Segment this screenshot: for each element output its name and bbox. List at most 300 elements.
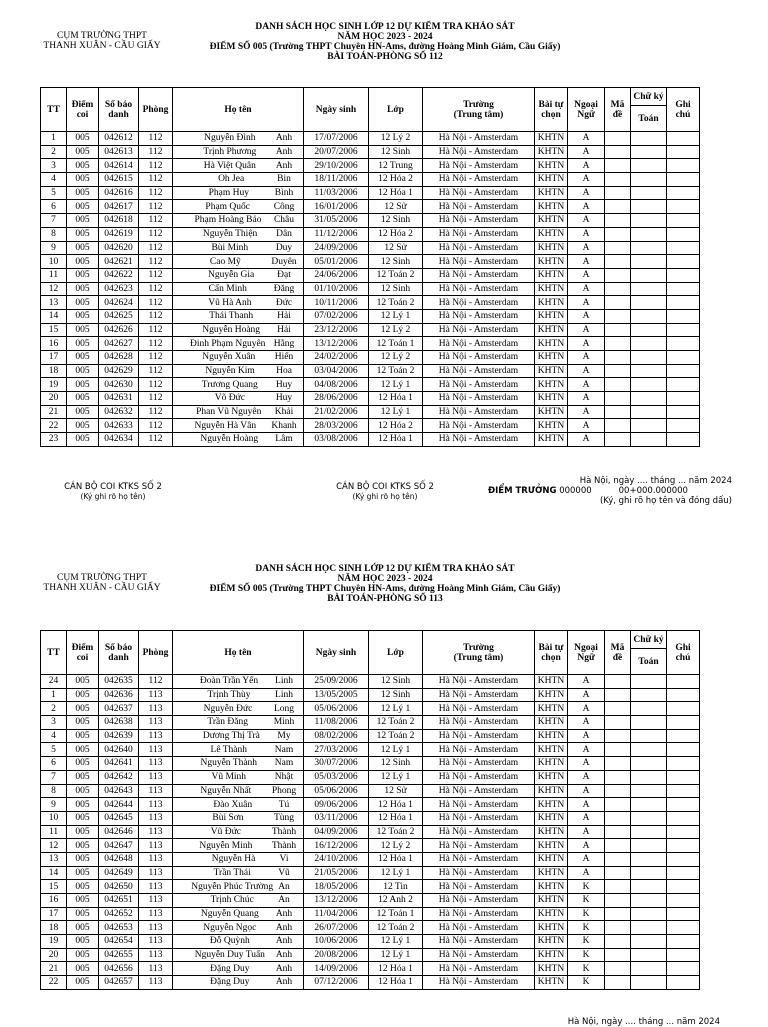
cell-lop: 12 Hóa 1 [369,852,423,866]
cell-phong: 112 [139,433,173,447]
cell-bai-tu-chon: KHTN [535,241,568,255]
cell-chu-ky-toan [631,948,667,962]
family-name: Nguyễn Hoàng [202,324,261,335]
family-name: Nguyễn Kim [205,366,255,377]
given-name: Nam [274,744,294,755]
given-name: Linh [275,690,293,701]
cell-tt: 12 [41,839,67,853]
cell-bai-tu-chon: KHTN [535,962,568,976]
cell-lop: 12 Hóa 1 [369,962,423,976]
cell-ngay-sinh: 11/03/2006 [304,186,369,200]
cell-tt: 7 [41,214,67,228]
cell-ma-de [605,798,631,812]
cell-tt: 9 [41,798,67,812]
invigilator-2-note: (Ký ghi rõ họ tên) [352,492,418,501]
cell-ma-de [605,757,631,771]
cell-phong: 113 [139,894,173,908]
table-row [41,811,700,825]
cell-tt: 23 [41,433,67,447]
cell-sbd: 042621 [99,255,139,269]
cell-bai-tu-chon: KHTN [535,675,568,689]
cell-diem-coi: 005 [67,364,99,378]
cell-tt: 1 [41,132,67,146]
cell-ngay-sinh: 07/02/2006 [304,309,369,323]
cell-bai-tu-chon: KHTN [535,419,568,433]
cell-ho-ten [173,743,304,757]
family-name: Nguyễn Đức [203,703,253,714]
given-name: Lâm [275,434,293,445]
cell-truong: Hà Nội - Amsterdam [423,173,535,187]
cell-bai-tu-chon: KHTN [535,935,568,949]
cell-chu-ky-toan [631,688,667,702]
cell-ho-ten [173,702,304,716]
cell-phong: 112 [139,392,173,406]
cell-tt: 16 [41,894,67,908]
cell-phong: 113 [139,976,173,990]
cell-ngay-sinh: 24/06/2006 [304,268,369,282]
col-header-ngay-sinh: Ngày sinh [304,88,369,132]
cell-diem-coi: 005 [67,798,99,812]
family-name: Võ Đức [214,393,245,404]
cell-phong: 112 [139,405,173,419]
cell-chu-ky-toan [631,880,667,894]
cell-ho-ten [173,770,304,784]
cell-ngay-sinh: 05/01/2006 [304,255,369,269]
cell-diem-coi: 005 [67,351,99,365]
cell-diem-coi: 005 [67,907,99,921]
cell-ngoai-ngu: K [568,907,605,921]
cell-lop: 12 Lý 2 [369,323,423,337]
cell-phong: 113 [139,948,173,962]
cell-lop: 12 Toán 1 [369,337,423,351]
cell-ghi-chu [667,716,700,730]
cell-bai-tu-chon: KHTN [535,351,568,365]
cell-diem-coi: 005 [67,866,99,880]
table-row [41,976,700,990]
table-row [41,757,700,771]
cell-ngoai-ngu: K [568,921,605,935]
cell-lop: 12 Sinh [369,255,423,269]
cell-diem-coi: 005 [67,200,99,214]
given-name: Hải [277,311,291,322]
family-name: Đoàn Trần Yến [199,676,259,687]
cell-lop: 12 Sinh [369,688,423,702]
cell-ngoai-ngu: A [568,214,605,228]
given-name: Đăng [273,283,295,294]
col-header-truong [423,631,535,675]
cell-ghi-chu [667,962,700,976]
cell-diem-coi: 005 [67,433,99,447]
given-name: Đạt [277,270,291,281]
cell-chu-ky-toan [631,757,667,771]
cell-lop: 12 Sinh [369,282,423,296]
cell-ngay-sinh: 24/10/2006 [304,852,369,866]
cell-truong: Hà Nội - Amsterdam [423,200,535,214]
cell-lop: 12 Anh 2 [369,894,423,908]
given-name: Minh [273,717,295,728]
cell-truong: Hà Nội - Amsterdam [423,214,535,228]
cell-phong: 112 [139,323,173,337]
cell-lop: 12 Lý 2 [369,132,423,146]
col-header-ngoai-ngu: Ngoại Ngữ [568,88,605,132]
cell-ghi-chu [667,948,700,962]
truong-sub-label: (Trung tâm) [453,652,504,663]
cell-diem-coi: 005 [67,852,99,866]
family-name: Trịnh Thùy [207,690,251,701]
cell-bai-tu-chon: KHTN [535,214,568,228]
cell-truong: Hà Nội - Amsterdam [423,282,535,296]
cell-lop: 12 Hóa 2 [369,173,423,187]
given-name: Anh [275,936,293,947]
given-name: Khanh [271,420,297,431]
col-header-bai-tu-chon: Bài tự chọn [535,88,568,132]
col-header-diem-coi: Điểm coi [67,631,99,675]
cell-phong: 112 [139,173,173,187]
given-name: Thành [271,840,297,851]
cell-bai-tu-chon: KHTN [535,702,568,716]
cell-phong: 112 [139,419,173,433]
cell-bai-tu-chon: KHTN [535,268,568,282]
cell-truong: Hà Nội - Amsterdam [423,364,535,378]
cell-tt: 11 [41,268,67,282]
cell-bai-tu-chon: KHTN [535,405,568,419]
table-row [41,716,700,730]
cell-ma-de [605,743,631,757]
student-table-2 [40,630,700,990]
cell-sbd: 042627 [99,337,139,351]
cell-bai-tu-chon: KHTN [535,337,568,351]
cell-tt: 10 [41,255,67,269]
cell-ngay-sinh: 17/07/2006 [304,132,369,146]
given-name: Huy [275,379,293,390]
truong-label: Trường [463,642,494,653]
cell-lop: 12 Toán 2 [369,716,423,730]
cell-ho-ten [173,935,304,949]
cell-tt: 22 [41,976,67,990]
col-header-ngoai-ngu: Ngoại Ngữ [568,631,605,675]
cell-lop: 12 Lý 2 [369,351,423,365]
cell-tt: 5 [41,743,67,757]
cell-lop: 12 Lý 1 [369,405,423,419]
cell-ghi-chu [667,880,700,894]
cell-ma-de [605,770,631,784]
cell-truong: Hà Nội - Amsterdam [423,729,535,743]
cell-truong: Hà Nội - Amsterdam [423,186,535,200]
cell-lop: 12 Hóa 2 [369,419,423,433]
cell-bai-tu-chon: KHTN [535,378,568,392]
cell-sbd: 042649 [99,866,139,880]
family-name: Nguyễn Quang [200,909,259,920]
cell-diem-coi: 005 [67,839,99,853]
cell-ngoai-ngu: A [568,757,605,771]
cell-diem-coi: 005 [67,716,99,730]
cell-ho-ten [173,976,304,990]
cell-ngay-sinh: 23/12/2006 [304,323,369,337]
cell-sbd: 042636 [99,688,139,702]
signing-date: Hà Nội, ngày .... tháng ... năm 2024 [579,476,732,486]
cell-chu-ky-toan [631,770,667,784]
given-name: Công [273,201,295,212]
given-name: Hiển [274,352,294,363]
cell-ma-de [605,811,631,825]
cell-ngoai-ngu: K [568,948,605,962]
cell-phong: 112 [139,337,173,351]
cell-truong: Hà Nội - Amsterdam [423,309,535,323]
cell-lop: 12 Hóa 2 [369,227,423,241]
cell-diem-coi: 005 [67,405,99,419]
family-name: Phạm Quốc [205,201,250,212]
cell-sbd: 042633 [99,419,139,433]
cell-bai-tu-chon: KHTN [535,145,568,159]
cell-chu-ky-toan [631,962,667,976]
table-row [41,962,700,976]
given-name: Anh [275,133,293,144]
cell-bai-tu-chon: KHTN [535,784,568,798]
cell-phong: 112 [139,214,173,228]
cell-truong: Hà Nội - Amsterdam [423,337,535,351]
cell-ngay-sinh: 05/03/2006 [304,770,369,784]
cell-ngoai-ngu: A [568,241,605,255]
col-header-ho-ten: Họ tên [173,88,304,132]
cell-ngoai-ngu: A [568,839,605,853]
family-name: Nguyễn Hà [211,854,256,865]
cell-ngay-sinh: 28/06/2006 [304,392,369,406]
cell-ngoai-ngu: A [568,770,605,784]
cell-bai-tu-chon: KHTN [535,392,568,406]
cell-tt: 11 [41,825,67,839]
family-name: Đinh Phạm Nguyên [189,338,266,349]
header-site: ĐIỂM SỐ 005 (Trường THPT Chuyên HN-Ams, đường Hoàng Minh Giám, Cầu Giấy) [209,584,561,594]
family-name: Trần Đăng [207,717,248,728]
cell-sbd: 042634 [99,433,139,447]
cell-ngoai-ngu: A [568,227,605,241]
cell-sbd: 042619 [99,227,139,241]
given-name: Linh [275,676,293,687]
cell-sbd: 042629 [99,364,139,378]
cell-truong: Hà Nội - Amsterdam [423,770,535,784]
cell-bai-tu-chon: KHTN [535,798,568,812]
cell-lop: 12 Toán 2 [369,296,423,310]
family-name: Nguyễn Minh [199,840,253,851]
cell-phong: 112 [139,351,173,365]
document-header-2 [190,564,580,604]
cell-chu-ky-toan [631,675,667,689]
cell-phong: 113 [139,811,173,825]
cell-ngoai-ngu: K [568,894,605,908]
cell-ngay-sinh: 28/03/2006 [304,419,369,433]
cell-lop: 12 Hóa 1 [369,798,423,812]
cell-ngoai-ngu: A [568,351,605,365]
given-name: My [277,731,291,742]
cell-sbd: 042641 [99,757,139,771]
cell-phong: 112 [139,241,173,255]
given-name: Hải [277,324,291,335]
cell-truong: Hà Nội - Amsterdam [423,702,535,716]
given-name: Thành [271,826,297,837]
col-header-bai-tu-chon: Bài tự chọn [535,631,568,675]
cell-ngoai-ngu: A [568,743,605,757]
header-year: NĂM HỌC 2023 - 2024 [337,574,433,584]
cell-bai-tu-chon: KHTN [535,200,568,214]
cell-ho-ten [173,948,304,962]
cell-lop: 12 Lý 1 [369,378,423,392]
cell-diem-coi: 005 [67,976,99,990]
cell-tt: 18 [41,364,67,378]
cell-phong: 112 [139,145,173,159]
cell-diem-coi: 005 [67,255,99,269]
cell-truong: Hà Nội - Amsterdam [423,811,535,825]
col-header-toan: Toán [631,649,667,675]
table-row [41,852,700,866]
org-line-1: CỤM TRƯỜNG THPT [57,573,147,583]
cell-ngay-sinh: 31/05/2006 [304,214,369,228]
cell-phong: 113 [139,729,173,743]
table-row [41,825,700,839]
cell-chu-ky-toan [631,811,667,825]
cell-bai-tu-chon: KHTN [535,173,568,187]
cell-lop: 12 Toán 2 [369,268,423,282]
cell-truong: Hà Nội - Amsterdam [423,743,535,757]
cell-ngay-sinh: 30/07/2006 [304,757,369,771]
site-head-note: (Ký, ghi rõ họ tên và đóng dấu) [599,496,732,506]
cell-tt: 20 [41,948,67,962]
cell-sbd: 042653 [99,921,139,935]
cell-ngay-sinh: 26/07/2006 [304,921,369,935]
cell-chu-ky-toan [631,743,667,757]
cell-ghi-chu [667,675,700,689]
cell-diem-coi: 005 [67,186,99,200]
cell-tt: 1 [41,688,67,702]
family-name: Trịnh Phương [203,147,257,158]
cell-ngoai-ngu: A [568,268,605,282]
col-header-lop: Lớp [369,631,423,675]
cell-ngay-sinh: 08/02/2006 [304,729,369,743]
cell-diem-coi: 005 [67,392,99,406]
given-name: Vi [279,854,289,865]
cell-chu-ky-toan [631,935,667,949]
cell-phong: 113 [139,784,173,798]
cell-diem-coi: 005 [67,282,99,296]
table-row [41,798,700,812]
cell-lop: 12 Sinh [369,214,423,228]
cell-tt: 7 [41,770,67,784]
cell-diem-coi: 005 [67,241,99,255]
cell-chu-ky-toan [631,894,667,908]
cell-bai-tu-chon: KHTN [535,159,568,173]
cell-tt: 5 [41,186,67,200]
cell-truong: Hà Nội - Amsterdam [423,907,535,921]
invigilator-1-title: CÁN BỘ COI KTKS SỐ 2 [64,482,162,492]
cell-ghi-chu [667,907,700,921]
cell-sbd: 042657 [99,976,139,990]
cell-lop: 12 Lý 1 [369,702,423,716]
cell-diem-coi: 005 [67,214,99,228]
col-header-ho-ten: Họ tên [173,631,304,675]
cell-sbd: 042628 [99,351,139,365]
cell-ngay-sinh: 13/12/2006 [304,894,369,908]
cell-lop: 12 Sinh [369,145,423,159]
cell-ngoai-ngu: A [568,186,605,200]
cell-truong: Hà Nội - Amsterdam [423,784,535,798]
table-row [41,675,700,689]
table-row [41,921,700,935]
cell-ngay-sinh: 03/11/2006 [304,811,369,825]
cell-ngoai-ngu: A [568,675,605,689]
cell-truong: Hà Nội - Amsterdam [423,757,535,771]
cell-ngoai-ngu: A [568,852,605,866]
given-name: Hoa [276,366,292,377]
cell-sbd: 042635 [99,675,139,689]
cell-ghi-chu [667,688,700,702]
col-header-ngay-sinh: Ngày sinh [304,631,369,675]
header-subtitle: BÀI TOÁN-PHÒNG SỐ 112 [327,52,443,62]
cell-bai-tu-chon: KHTN [535,433,568,447]
cell-ho-ten [173,716,304,730]
cell-truong: Hà Nội - Amsterdam [423,839,535,853]
cell-diem-coi: 005 [67,784,99,798]
cell-tt: 6 [41,757,67,771]
cell-lop: 12 Sử [369,200,423,214]
given-name: An [278,881,290,892]
cell-ma-de [605,784,631,798]
cell-truong: Hà Nội - Amsterdam [423,962,535,976]
cell-ghi-chu [667,976,700,990]
cell-ghi-chu [667,729,700,743]
col-header-sbd: Số báo danh [99,631,139,675]
cell-truong: Hà Nội - Amsterdam [423,688,535,702]
cell-lop: 12 Trung [369,159,423,173]
given-name: Huy [275,393,293,404]
col-header-phong: Phòng [139,631,173,675]
cell-ngoai-ngu: A [568,716,605,730]
cell-tt: 10 [41,811,67,825]
cell-sbd: 042638 [99,716,139,730]
col-header-lop: Lớp [369,88,423,132]
cell-ma-de [605,839,631,853]
cell-tt: 12 [41,282,67,296]
table-row [41,784,700,798]
table-row [41,743,700,757]
cell-diem-coi: 005 [67,743,99,757]
cell-tt: 21 [41,962,67,976]
family-name: Thái Thanh [209,311,254,322]
cell-ngay-sinh: 24/02/2006 [304,351,369,365]
cell-sbd: 042613 [99,145,139,159]
cell-ma-de [605,866,631,880]
cell-ngoai-ngu: A [568,145,605,159]
cell-diem-coi: 005 [67,337,99,351]
table-row [41,770,700,784]
cell-lop: 12 Toán 2 [369,729,423,743]
family-name: Cao Mỹ [209,256,241,267]
given-name: Tú [278,799,290,810]
cell-phong: 112 [139,132,173,146]
cell-lop: 12 Lý 1 [369,770,423,784]
given-name: Anh [275,922,293,933]
cell-tt: 3 [41,716,67,730]
cell-chu-ky-toan [631,784,667,798]
cell-bai-tu-chon: KHTN [535,364,568,378]
cell-sbd: 042656 [99,962,139,976]
cell-diem-coi: 005 [67,173,99,187]
cell-diem-coi: 005 [67,227,99,241]
cell-ghi-chu [667,852,700,866]
cell-bai-tu-chon: KHTN [535,255,568,269]
cell-ngoai-ngu: K [568,935,605,949]
given-name: Long [273,703,295,714]
cell-phong: 112 [139,378,173,392]
cell-ho-ten [173,894,304,908]
